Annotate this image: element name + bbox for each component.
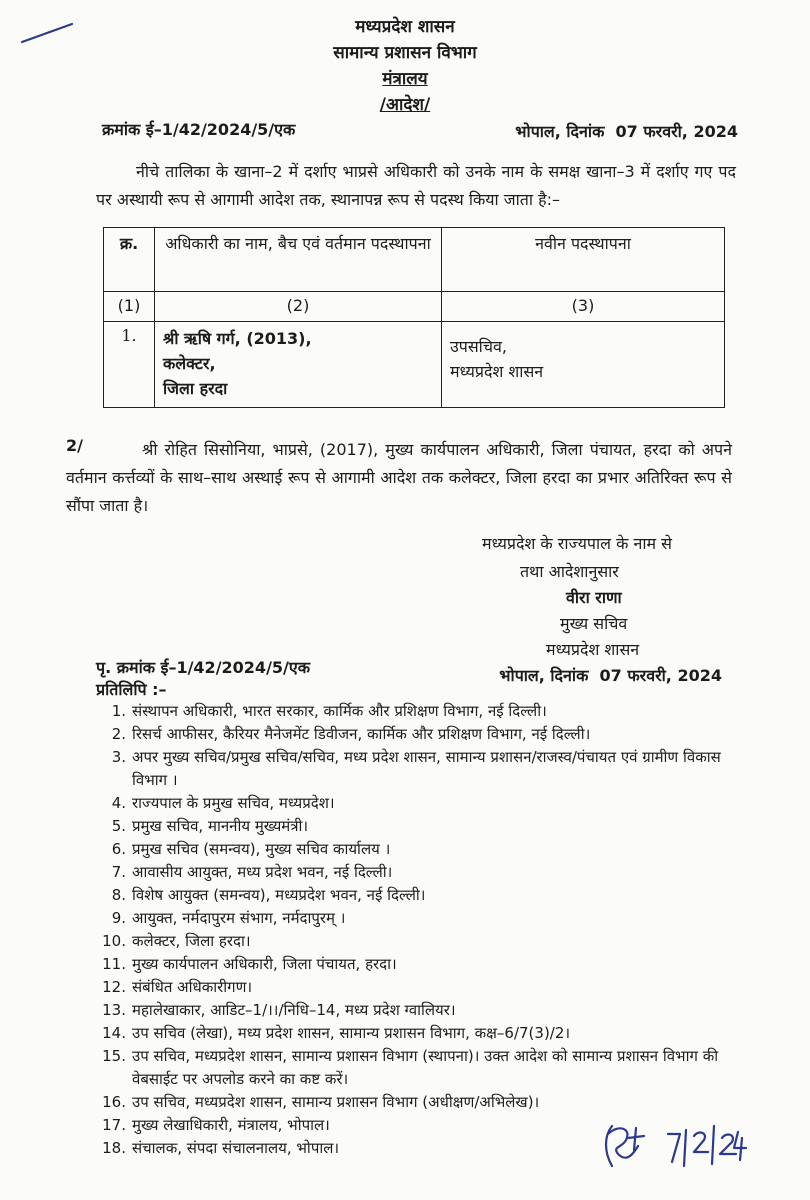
list-item-number: 12. (102, 978, 126, 996)
list-item-number: 15. (102, 1047, 126, 1065)
list-item-text: विशेष आयुक्त (समन्वय), मध्यप्रदेश भवन, नई दिल्ली। (132, 886, 426, 904)
list-item-text: उप सचिव (लेखा), मध्य प्रदेश शासन, सामान्य प्रशासन विभाग, कक्ष–6/7(3)/2। (132, 1024, 571, 1042)
table-colnum-2: (2) (155, 292, 442, 322)
table-header-posting: नवीन पदस्थापना (442, 228, 725, 292)
intro-paragraph: नीचे तालिका के खाना–2 में दर्शाए भाप्रसे अधिकारी को उनके नाम के समक्ष खाना–3 में दर्शाए गए पद पर अस्थायी रूप से आगामी आदेश तक, स्थानापन्न रूप से पदस्थ किया जाता है:– (96, 162, 736, 209)
handwritten-initials-date (598, 1116, 748, 1180)
list-item (96, 930, 756, 953)
list-item-text: रिसर्च आफीसर, कैरियर मैनेजमेंट डिवीजन, कार्मिक और प्रशिक्षण विभाग, नई दिल्ली। (132, 725, 591, 743)
table-header-officer: अधिकारी का नाम, बैच एवं वर्तमान पदस्थापना (155, 228, 442, 292)
list-item (96, 907, 756, 930)
list-item (96, 999, 756, 1022)
officer-post: कलेक्टर, (163, 354, 216, 373)
table-row (104, 322, 725, 408)
list-item-number: 16. (102, 1093, 126, 1111)
list-item-number: 4. (111, 794, 126, 812)
header-ministry: मंत्रालय (382, 69, 428, 89)
header-state: मध्यप्रदेश शासन (355, 17, 455, 37)
officer-name: श्री ऋषि गर्ग, (2013), (163, 329, 312, 348)
list-item (96, 1022, 756, 1045)
list-item-text: मुख्य लेखाधिकारी, मंत्रालय, भोपाल। (132, 1116, 330, 1134)
list-item-text: राज्यपाल के प्रमुख सचिव, मध्यप्रदेश। (132, 794, 335, 812)
list-item (96, 861, 756, 884)
list-item (96, 884, 756, 907)
officer-district: जिला हरदा (163, 379, 228, 398)
list-item (96, 976, 756, 999)
list-item-text: प्रमुख सचिव (समन्वय), मुख्य सचिव कार्यालय । (132, 840, 391, 858)
table-colnum-1: (1) (104, 292, 155, 322)
list-item-text: उप सचिव, मध्यप्रदेश शासन, सामान्य प्रशासन विभाग (स्थापना)। उक्त आदेश को सामान्य प्रशासन विभाग की वेबसाईट पर अपलोड करने का कष्ट करें। (132, 1047, 719, 1088)
list-item-text: संबंधित अधिकारीगण। (132, 978, 253, 996)
list-item-text: मुख्य कार्यपालन अधिकारी, जिला पंचायत, हरदा। (132, 955, 397, 973)
list-item-text: प्रमुख सचिव, माननीय मुख्यमंत्री। (132, 817, 309, 835)
list-item (96, 838, 756, 861)
list-item-text: आयुक्त, नर्मदापुरम संभाग, नर्मदापुरम् । (132, 909, 346, 927)
list-item (96, 1045, 756, 1091)
list-item-text: संस्थापन अधिकारी, भारत सरकार, कार्मिक और प्रशिक्षण विभाग, नई दिल्ली। (132, 702, 547, 720)
signatory-name: वीरा राणा (566, 588, 622, 607)
table-header-sno: क्र. (104, 228, 155, 292)
copy-list (96, 700, 756, 1160)
list-item-number: 2. (111, 725, 126, 743)
signature-line2: तथा आदेशानुसार (520, 562, 619, 581)
list-item (96, 700, 756, 723)
posting-table (103, 227, 725, 408)
para2-number: 2/ (66, 436, 83, 455)
list-item (96, 723, 756, 746)
list-item (96, 746, 756, 792)
list-item (96, 953, 756, 976)
list-item (96, 792, 756, 815)
copy-number: पृ. क्रमांक ई–1/42/2024/5/एक (96, 658, 311, 677)
table-colnum-3: (3) (442, 292, 725, 322)
para2-text: श्री रोहित सिसोनिया, भाप्रसे, (2017), मुख्य कार्यपालन अधिकारी, जिला पंचायत, हरदा को अपने वर्तमान कर्त्तव्यों के साथ–साथ अस्थाई रूप से आगामी आदेश तक कलेक्टर, जिला हरदा का प्रभार अतिरिक्त रूप से सौंपा जाता है। (66, 440, 732, 515)
list-item-number: 10. (102, 932, 126, 950)
order-date: भोपाल, दिनांक 07 फरवरी, 2024 (515, 122, 738, 141)
list-item-number: 3. (111, 748, 126, 766)
list-item-number: 1. (111, 702, 126, 720)
list-item-number: 13. (102, 1001, 126, 1019)
list-item-text: संचालक, संपदा संचालनालय, भोपाल। (132, 1139, 340, 1157)
header-order-title: /आदेश/ (379, 95, 431, 115)
signatory-designation: मुख्य सचिव (560, 614, 628, 633)
list-item-text: उप सचिव, मध्यप्रदेश शासन, सामान्य प्रशासन विभाग (अधीक्षण/अभिलेख)। (132, 1093, 540, 1111)
list-item (96, 1091, 756, 1114)
new-post: उपसचिव, (450, 337, 507, 356)
list-item-number: 9. (111, 909, 126, 927)
copy-heading: प्रतिलिपि :– (96, 680, 167, 699)
order-number: क्रमांक ई–1/42/2024/5/एक (102, 120, 296, 139)
list-item-number: 17. (102, 1116, 126, 1134)
list-item-number: 7. (111, 863, 126, 881)
list-item-number: 11. (102, 955, 126, 973)
list-item-number: 6. (111, 840, 126, 858)
header-department: सामान्य प्रशासन विभाग (333, 43, 477, 63)
signature-line1: मध्यप्रदेश के राज्यपाल के नाम से (482, 534, 672, 553)
list-item-number: 18. (102, 1139, 126, 1157)
table-cell-sno: 1. (104, 322, 155, 408)
list-item-number: 14. (102, 1024, 126, 1042)
new-post-office: मध्यप्रदेश शासन (450, 362, 544, 381)
signatory-office: मध्यप्रदेश शासन (546, 640, 640, 659)
list-item (96, 815, 756, 838)
list-item-text: अपर मुख्य सचिव/प्रमुख सचिव/सचिव, मध्य प्रदेश शासन, सामान्य प्रशासन/राजस्व/पंचायत एवं ग्रामीण विकास विभाग । (132, 748, 721, 789)
list-item-number: 8. (111, 886, 126, 904)
list-item-text: आवासीय आयुक्त, मध्य प्रदेश भवन, नई दिल्ली। (132, 863, 393, 881)
copy-date: भोपाल, दिनांक 07 फरवरी, 2024 (499, 666, 722, 685)
list-item-text: कलेक्टर, जिला हरदा। (132, 932, 251, 950)
list-item-text: महालेखाकार, आडिट–1/।।/निधि–14, मध्य प्रदेश ग्वालियर। (132, 1001, 456, 1019)
list-item-number: 5. (111, 817, 126, 835)
